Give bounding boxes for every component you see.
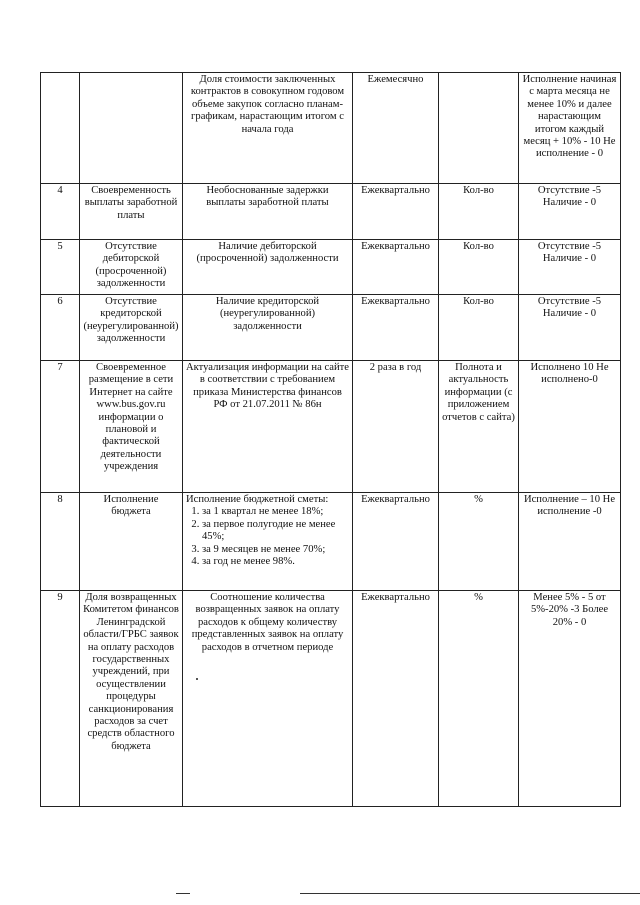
indicator: Доля стоимости заключенных контрактов в совокупном годовом объеме закупок согласно планам-графикам, нарастающим итогом с начала года [183,73,353,184]
table-row [41,240,621,295]
period: Ежеквартально [353,184,439,240]
table-row [41,361,621,493]
indicator: Соотношение количества возвращенных заявок на оплату расходов к общему количеству представленных заявок на оплату расходов в отчетном периоде [183,591,353,807]
unit: Полнота и актуальность информации (с приложением отчетов с сайта) [439,361,519,493]
row-number: 5 [41,240,80,295]
score: Отсутствие -5 Наличие - 0 [519,240,621,295]
table-row [41,295,621,361]
unit: Кол-во [439,184,519,240]
row-number: 4 [41,184,80,240]
score: Исполнение начиная с марта месяца не менее 10% и далее нарастающим итогом каждый месяц + 10% - 10 Не исполнение - 0 [519,73,621,184]
table-row [41,591,621,807]
period: 2 раза в год [353,361,439,493]
criterion-name: Доля возвращенных Комитетом финансов Ленинградской области/ГРБС заявок на оплату расходов государственных учреждений, при осуществлении процедуры санкционирования расходов за счет средств областного бюджета [80,591,183,807]
indicator-intro: Исполнение бюджетной сметы: [186,494,329,505]
criterion-name: Своевременное размещение в сети Интернет на сайте www.bus.gov.ru информации о плановой и фактической деятельности учреждения [80,361,183,493]
indicator [183,493,353,591]
score: Исполнение – 10 Не исполнение -0 [519,493,621,591]
row-number: 6 [41,295,80,361]
score: Отсутствие -5 Наличие - 0 [519,184,621,240]
period: Ежеквартально [353,240,439,295]
criteria-table [40,72,621,807]
score: Исполнено 10 Не исполнено-0 [519,361,621,493]
list-item: 2. за первое полугодие не менее 45%; [202,519,349,544]
table-row [41,493,621,591]
table-row [41,73,621,184]
period: Ежеквартально [353,493,439,591]
criterion-name: Своевременность выплаты заработной платы [80,184,183,240]
unit: % [439,493,519,591]
table-row [41,184,621,240]
indicator: Наличие дебиторской (просроченной) задолженности [183,240,353,295]
criterion-name: Отсутствие кредиторской (неурегулированной) задолженности [80,295,183,361]
row-number [41,73,80,184]
scan-speck [196,678,198,680]
scan-edge-line [300,893,640,894]
list-item: 1. за 1 квартал не менее 18%; [202,506,349,518]
scan-edge-dash [176,893,190,894]
indicator: Актуализация информации на сайте в соответствии с требованием приказа Министерства финансов РФ от 21.07.2011 № 86н [183,361,353,493]
unit: Кол-во [439,240,519,295]
score: Менее 5% - 5 от 5%-20% -3 Более 20% - 0 [519,591,621,807]
list-item: 3. за 9 месяцев не менее 70%; [202,544,349,556]
period: Ежеквартально [353,295,439,361]
period: Ежемесячно [353,73,439,184]
indicator: Наличие кредиторской (неурегулированной) задолженности [183,295,353,361]
criterion-name: Исполнение бюджета [80,493,183,591]
unit [439,73,519,184]
score: Отсутствие -5 Наличие - 0 [519,295,621,361]
criterion-name: Отсутствие дебиторской (просроченной) задолженности [80,240,183,295]
list-item: 4. за год не менее 98%. [202,556,349,568]
row-number: 9 [41,591,80,807]
criterion-name [80,73,183,184]
row-number: 8 [41,493,80,591]
indicator: Необоснованные задержки выплаты заработной платы [183,184,353,240]
unit: % [439,591,519,807]
unit: Кол-во [439,295,519,361]
row-number: 7 [41,361,80,493]
indicator-list [186,506,349,568]
period: Ежеквартально [353,591,439,807]
